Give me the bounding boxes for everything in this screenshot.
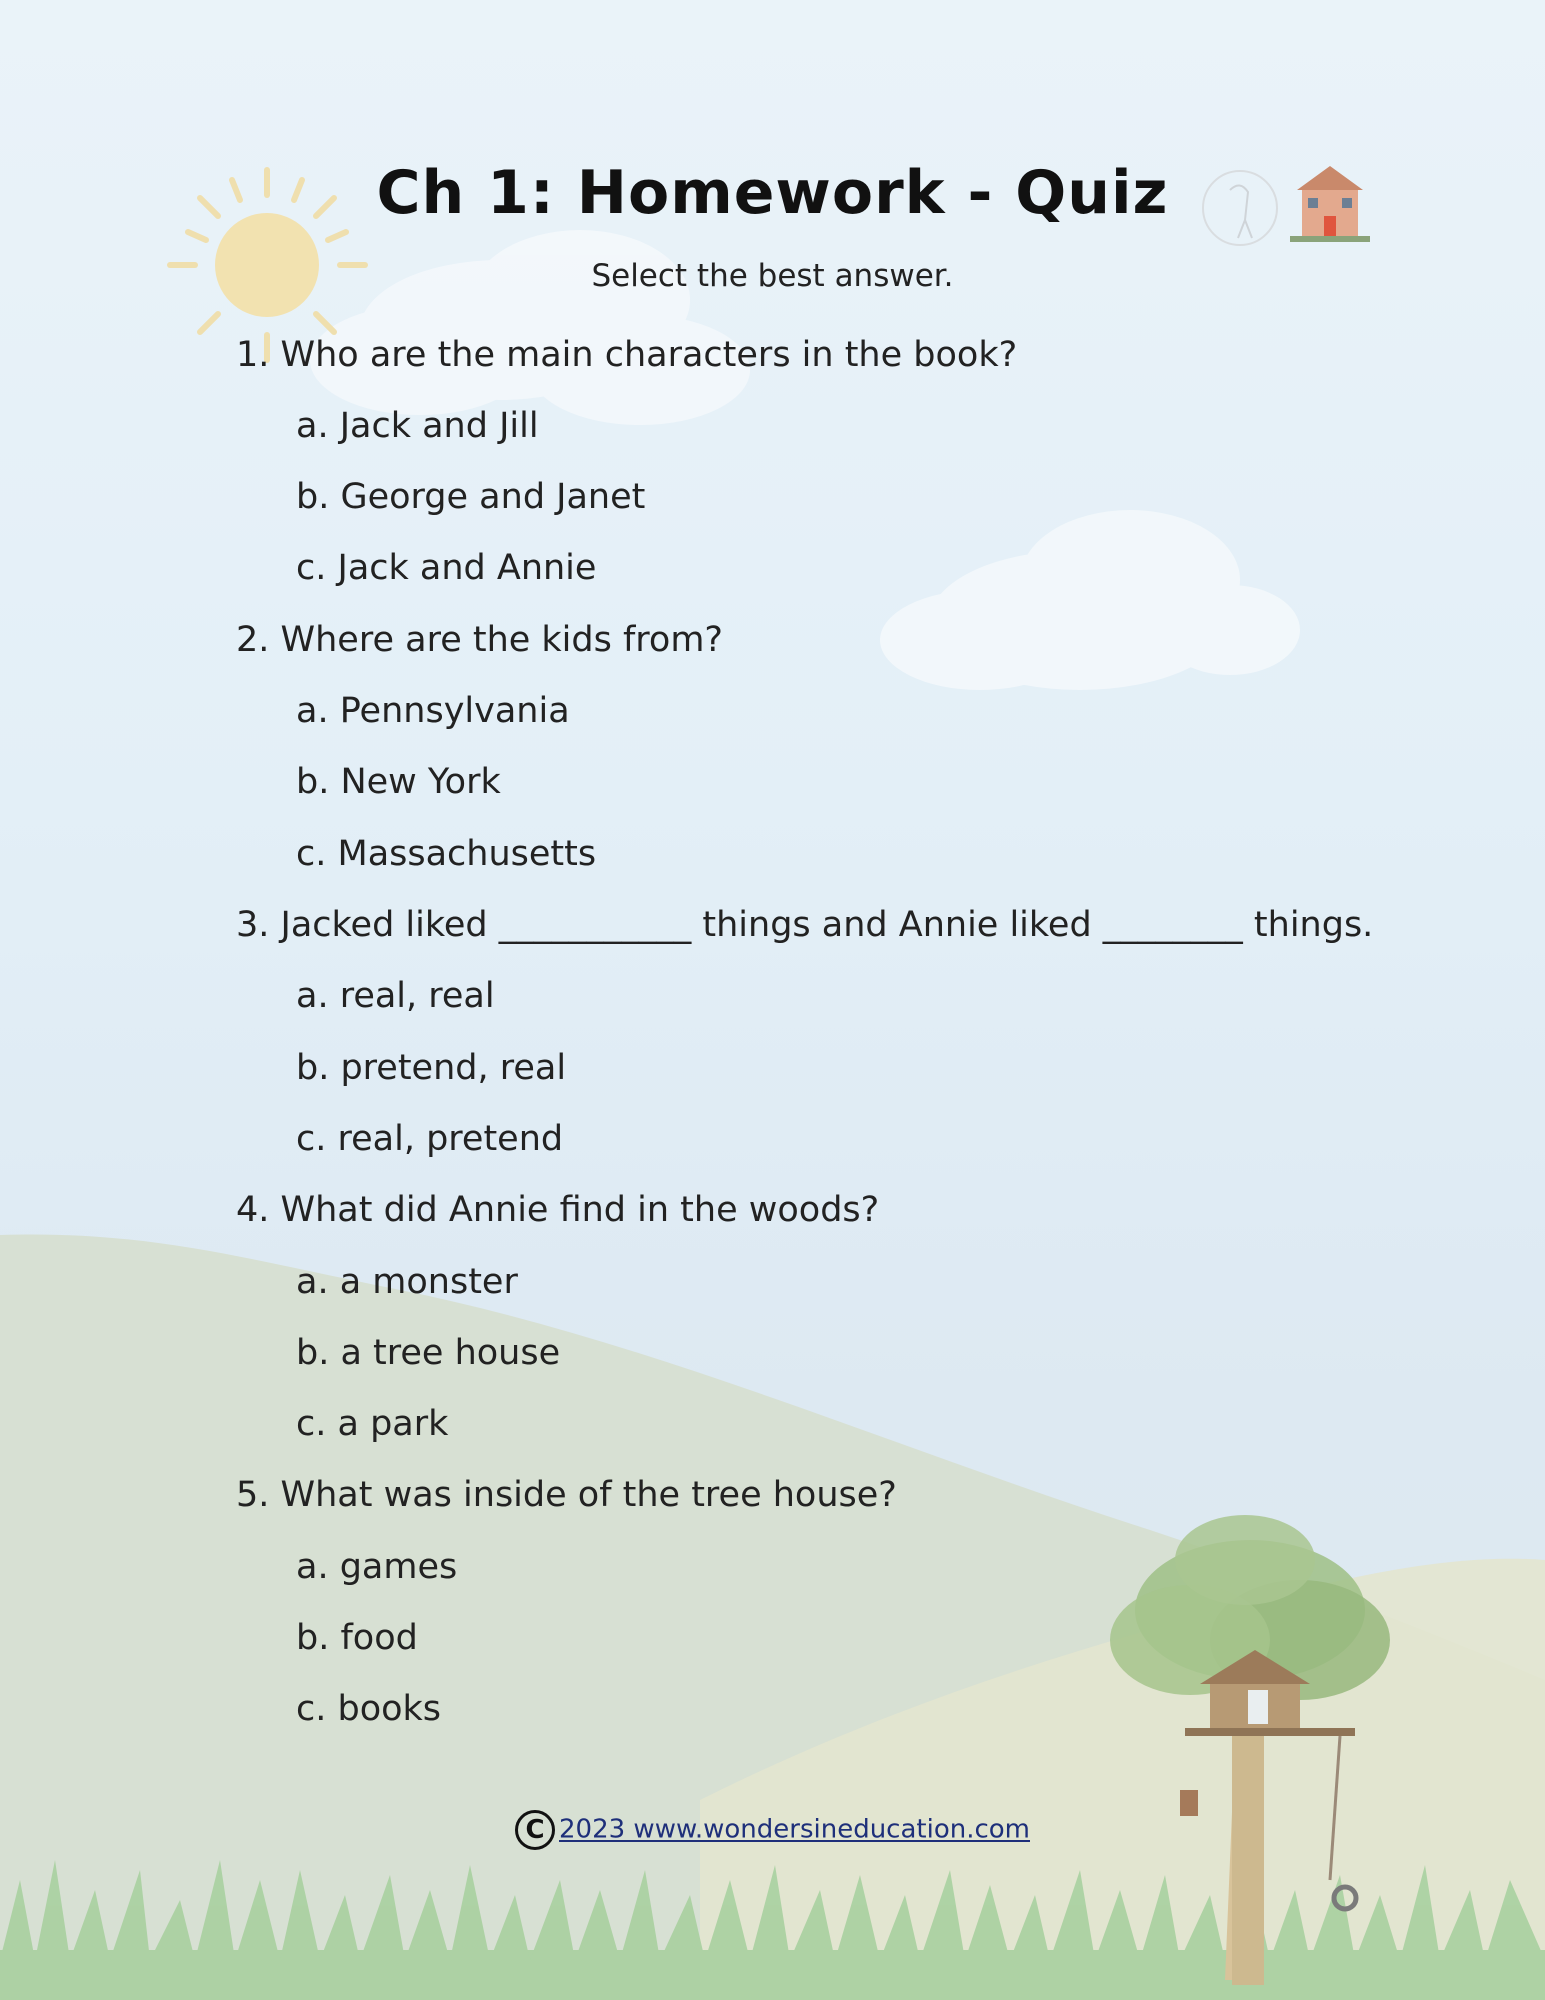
instructions: Select the best answer. xyxy=(591,258,954,294)
cloud-icon xyxy=(880,510,1300,690)
question-3-option-b[interactable]: b. pretend, real xyxy=(296,1048,567,1088)
question-3-option-a[interactable]: a. real, real xyxy=(296,976,495,1016)
question-4-option-c[interactable]: c. a park xyxy=(296,1404,449,1444)
question-5-option-c[interactable]: c. books xyxy=(296,1689,442,1729)
question-5-option-a[interactable]: a. games xyxy=(296,1547,458,1587)
question-1-option-a[interactable]: a. Jack and Jill xyxy=(296,406,539,446)
question-1-option-b[interactable]: b. George and Janet xyxy=(296,477,646,517)
question-1: 1. Who are the main characters in the book? xyxy=(236,335,1018,375)
question-4: 4. What did Annie find in the woods? xyxy=(236,1190,880,1230)
question-4-option-a[interactable]: a. a monster xyxy=(296,1262,518,1302)
copyright-icon: C xyxy=(515,1810,555,1850)
question-4-option-b[interactable]: b. a tree house xyxy=(296,1333,561,1373)
question-2-option-c[interactable]: c. Massachusetts xyxy=(296,834,597,874)
website-link[interactable]: 2023 www.wondersineducation.com xyxy=(559,1814,1030,1845)
question-2-option-a[interactable]: a. Pennsylvania xyxy=(296,691,570,731)
question-5: 5. What was inside of the tree house? xyxy=(236,1475,897,1515)
page-title: Ch 1: Homework - Quiz xyxy=(376,158,1169,228)
question-3: 3. Jacked liked ___________ things and Annie liked ________ things. xyxy=(236,905,1374,945)
question-2: 2. Where are the kids from? xyxy=(236,620,724,660)
question-3-option-c[interactable]: c. real, pretend xyxy=(296,1119,564,1159)
question-5-option-b[interactable]: b. food xyxy=(296,1618,418,1658)
question-2-option-b[interactable]: b. New York xyxy=(296,762,501,802)
question-1-option-c[interactable]: c. Jack and Annie xyxy=(296,548,597,588)
footer xyxy=(0,1810,1545,1850)
